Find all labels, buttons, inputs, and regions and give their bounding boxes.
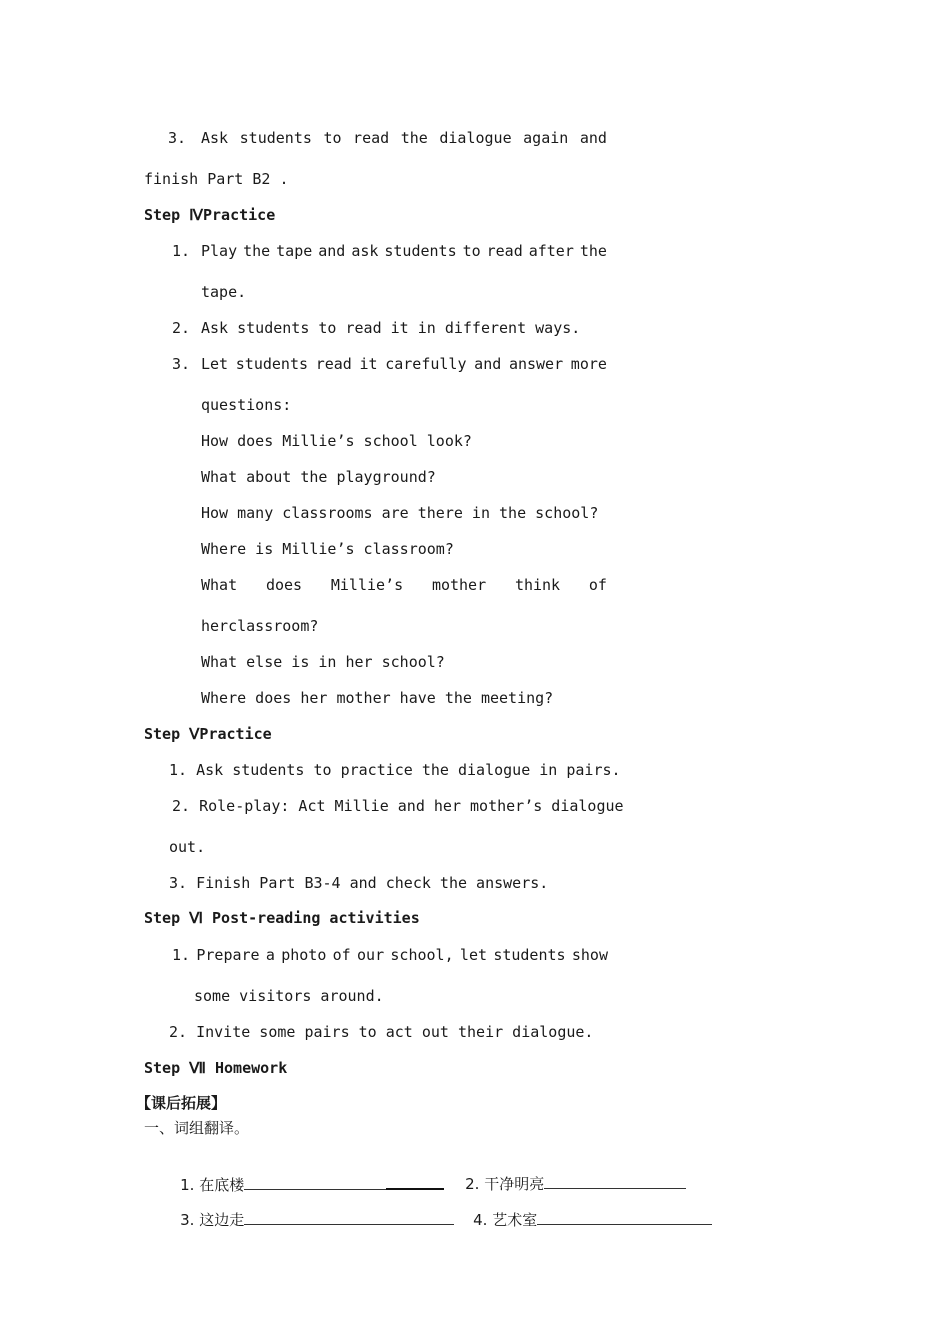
step-heading: Step Ⅶ Homework — [144, 1059, 288, 1077]
question-line: How does Millie’s school look? — [201, 432, 472, 450]
question-line: Where is Millie’s classroom? — [201, 540, 454, 558]
list-item-text: Ask students to read it in different ways. — [201, 319, 581, 337]
answer-blank[interactable] — [537, 1210, 712, 1225]
question-line: How many classrooms are there in the school? — [201, 504, 599, 522]
question-line: Where does her mother have the meeting? — [201, 689, 554, 707]
section-subtitle: 一、词组翻译。 — [144, 1119, 250, 1137]
line-continuation: questions: — [201, 396, 292, 414]
answer-blank[interactable] — [244, 1210, 454, 1225]
translation-prompt: 2. 干净明亮 — [465, 1175, 545, 1193]
step-heading: Step ⅣPractice — [144, 206, 276, 224]
list-number: 3. — [172, 355, 191, 373]
list-item-text: 3. Finish Part B3-4 and check the answers. — [169, 874, 549, 892]
step-heading: Step Ⅵ Post-reading activities — [144, 909, 420, 927]
justified-line: 1. Prepare a photo of our school, let students show — [172, 946, 608, 964]
line-continuation: finish Part B2 . — [144, 170, 289, 188]
translation-prompt: 1. 在底楼 — [180, 1176, 245, 1194]
line-continuation: some visitors around. — [194, 987, 384, 1005]
question-line: What else is in her school? — [201, 653, 445, 671]
justified-line: Ask students to read the dialogue again and — [201, 129, 607, 147]
answer-blank[interactable] — [244, 1175, 386, 1190]
list-item-text: 1. Ask students to practice the dialogue in pairs. — [169, 761, 621, 779]
question-line: What about the playground? — [201, 468, 436, 486]
section-title: 【课后拓展】 — [136, 1094, 227, 1112]
line-continuation: out. — [169, 838, 206, 856]
line-continuation: tape. — [201, 283, 247, 301]
justified-line: Play the tape and ask students to read after the — [201, 242, 607, 260]
translation-prompt: 3. 这边走 — [180, 1211, 245, 1229]
list-item-text: 2. Invite some pairs to act out their dialogue. — [169, 1023, 594, 1041]
list-number: 3. — [168, 129, 187, 147]
justified-line: What does Millie’s mother think of — [201, 576, 607, 594]
translation-prompt: 4. 艺术室 — [473, 1211, 538, 1229]
line-continuation: herclassroom? — [201, 617, 319, 635]
justified-line: Let students read it carefully and answer more — [201, 355, 607, 373]
translation-item — [144, 1190, 454, 1250]
list-item-text: 2. Role-play: Act Millie and her mother’s dialogue — [172, 797, 624, 815]
list-number: 1. — [172, 242, 191, 260]
translation-item — [437, 1190, 712, 1250]
step-heading: Step ⅤPractice — [144, 725, 272, 743]
answer-blank[interactable] — [544, 1174, 686, 1189]
list-number: 2. — [172, 319, 191, 337]
